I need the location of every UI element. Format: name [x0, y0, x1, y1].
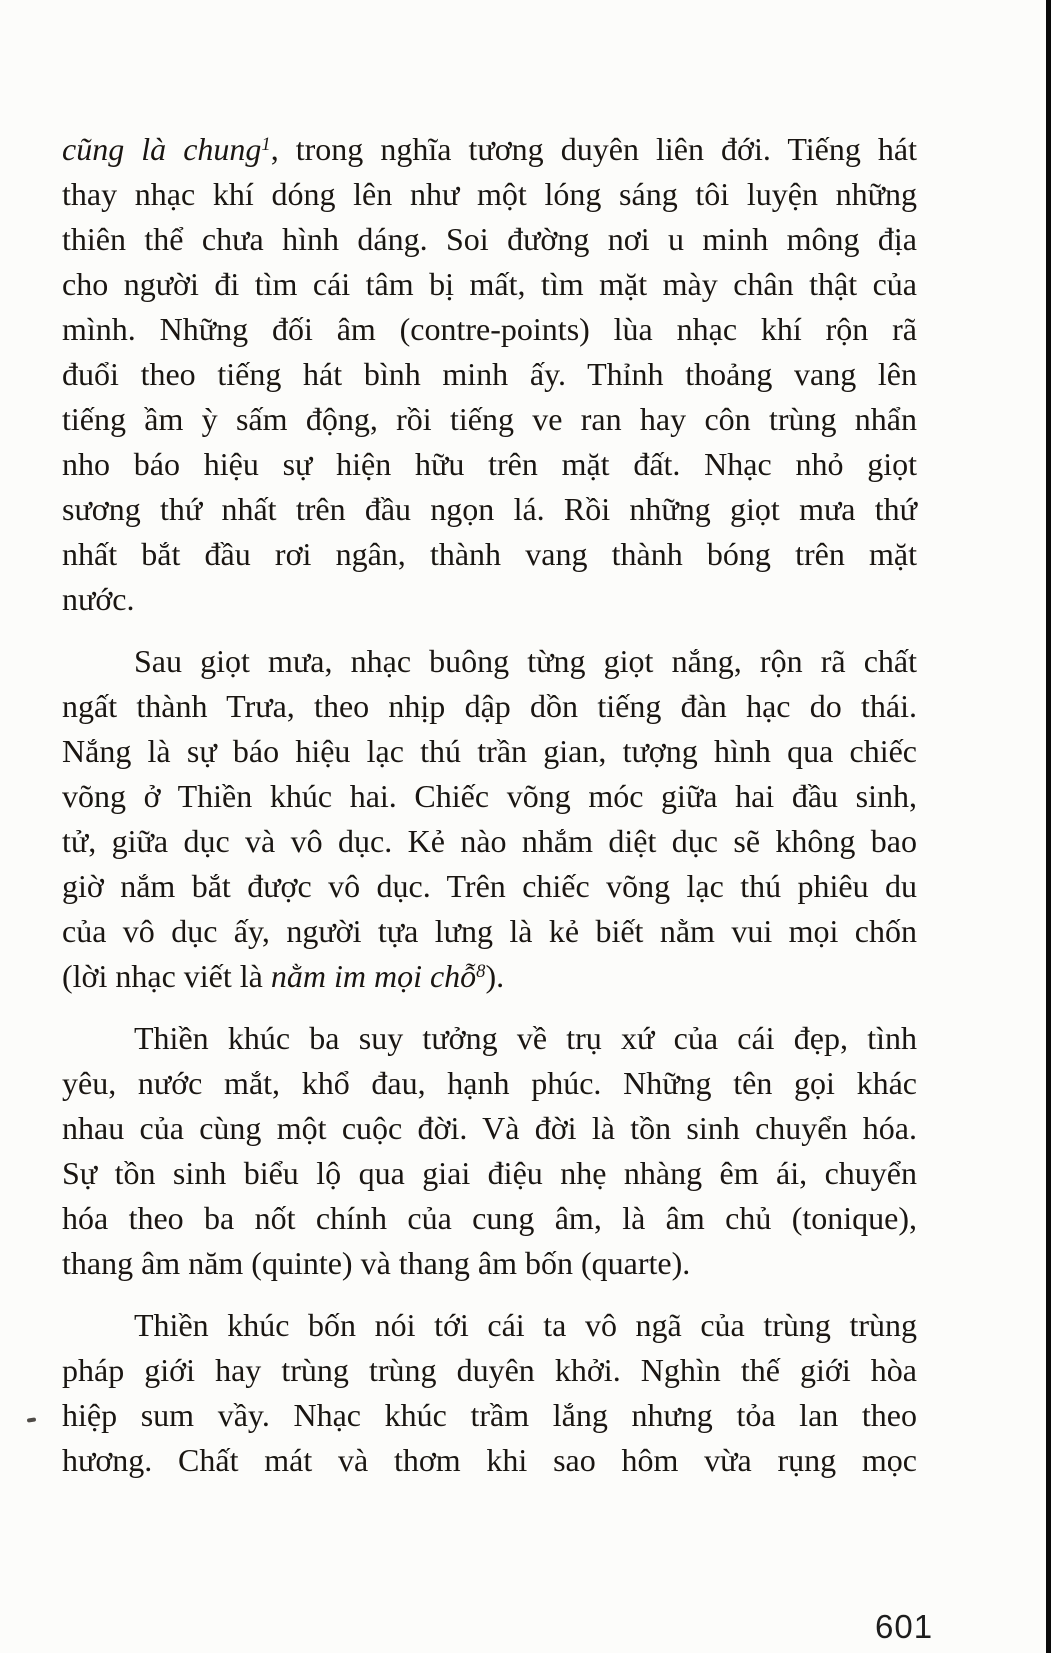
text-segment: (lời nhạc viết là [62, 958, 271, 994]
text-segment: tiếng ầm ỳ sấm động, rồi tiếng ve ran hay côn trùng nhẩn [62, 401, 917, 437]
text-segment: sương thứ nhất trên đầu ngọn lá. Rồi những giọt mưa thứ [62, 491, 917, 527]
text-segment: nho báo hiệu sự hiện hữu trên mặt đất. Nhạc nhỏ giọt [62, 446, 917, 482]
text-line [62, 774, 917, 819]
text-line [62, 532, 917, 577]
text-line [62, 1348, 917, 1393]
text-segment: thang âm năm (quinte) và thang âm bốn (quarte). [62, 1245, 691, 1281]
text-line [62, 217, 917, 262]
text-line [62, 487, 917, 532]
paragraph [62, 639, 917, 999]
footnote-marker: 1 [261, 133, 271, 155]
text-segment: thiên thể chưa hình dáng. Soi đường nơi u minh mông địa [62, 221, 917, 257]
text-line [62, 307, 917, 352]
text-line [62, 1016, 917, 1061]
text-line [62, 397, 917, 442]
paragraph [62, 1303, 917, 1483]
text-segment: pháp giới hay trùng trùng duyên khởi. Nghìn thế giới hòa [62, 1352, 917, 1388]
text-line [62, 684, 917, 729]
italic-text: cũng là chung [62, 131, 262, 167]
text-segment: đuổi theo tiếng hát bình minh ấy. Thỉnh thoảng vang lên [62, 356, 917, 392]
text-line [62, 819, 917, 864]
text-line [62, 442, 917, 487]
text-segment: ngất thành Trưa, theo nhịp dập dồn tiếng đàn hạc do thái. [62, 688, 917, 724]
text-line [62, 577, 917, 622]
text-line [62, 1241, 917, 1286]
paragraph [62, 127, 917, 622]
text-segment: ). [485, 958, 505, 994]
text-line [62, 729, 917, 774]
text-segment: giờ nắm bắt được vô dục. Trên chiếc võng lạc thú phiêu du [62, 868, 917, 904]
text-line [62, 172, 917, 217]
text-segment: nhau của cùng một cuộc đời. Và đời là tồn sinh chuyển hóa. [62, 1110, 917, 1146]
page-number: 601 [875, 1608, 934, 1645]
text-line [62, 1438, 917, 1483]
text-line [62, 1151, 917, 1196]
text-segment: , trong nghĩa tương duyên liên đới. Tiếng hát [270, 131, 918, 167]
italic-text: nằm im mọi chỗ [270, 958, 477, 994]
scan-speck [27, 1417, 36, 1422]
text-segment: Sau giọt mưa, nhạc buông từng giọt nắng, rộn rã chất [134, 643, 917, 679]
text-segment: Sự tồn sinh biểu lộ qua giai điệu nhẹ nhàng êm ái, chuyển [62, 1155, 917, 1191]
text-segment: hiệp sum vầy. Nhạc khúc trầm lắng nhưng tỏa lan theo [62, 1397, 917, 1433]
text-line [62, 352, 917, 397]
text-segment: hóa theo ba nốt chính của cung âm, là âm chủ (tonique), [62, 1200, 917, 1236]
text-line [62, 1106, 917, 1151]
scan-edge-bar [1046, 0, 1051, 1653]
text-segment: thay nhạc khí dóng lên như một lóng sáng tôi luyện những [62, 176, 917, 212]
text-segment: võng ở Thiền khúc hai. Chiếc võng móc giữa hai đầu sinh, [62, 778, 917, 814]
footnote-marker: 8 [476, 960, 486, 982]
paragraph [62, 1016, 917, 1286]
text-line [62, 127, 917, 172]
text-line [62, 1061, 917, 1106]
text-line [62, 1393, 917, 1438]
text-segment: mình. Những đối âm (contre-points) lùa nhạc khí rộn rã [62, 311, 917, 347]
text-line [62, 1303, 917, 1348]
text-segment: của vô dục ấy, người tựa lưng là kẻ biết nằm vui mọi chốn [62, 913, 917, 949]
text-segment: nước. [62, 581, 135, 617]
text-line [62, 262, 917, 307]
text-segment: Thiền khúc bốn nói tới cái ta vô ngã của trùng trùng [134, 1307, 917, 1343]
text-line [62, 639, 917, 684]
text-line [62, 909, 917, 954]
text-line [62, 954, 917, 999]
text-segment: Thiền khúc ba suy tưởng về trụ xứ của cái đẹp, tình [134, 1020, 917, 1056]
text-line [62, 864, 917, 909]
text-segment: nhất bắt đầu rơi ngân, thành vang thành bóng trên mặt [62, 536, 917, 572]
text-segment: cho người đi tìm cái tâm bị mất, tìm mặt mày chân thật của [62, 266, 917, 302]
text-segment: yêu, nước mắt, khổ đau, hạnh phúc. Những tên gọi khác [62, 1065, 917, 1101]
text-line [62, 1196, 917, 1241]
text-segment: tử, giữa dục và vô dục. Kẻ nào nhắm diệt dục sẽ không bao [62, 823, 917, 859]
body-text [62, 127, 917, 1483]
text-segment: hương. Chất mát và thơm khi sao hôm vừa rụng mọc [62, 1442, 917, 1478]
text-segment: Nắng là sự báo hiệu lạc thú trần gian, tượng hình qua chiếc [62, 733, 917, 769]
